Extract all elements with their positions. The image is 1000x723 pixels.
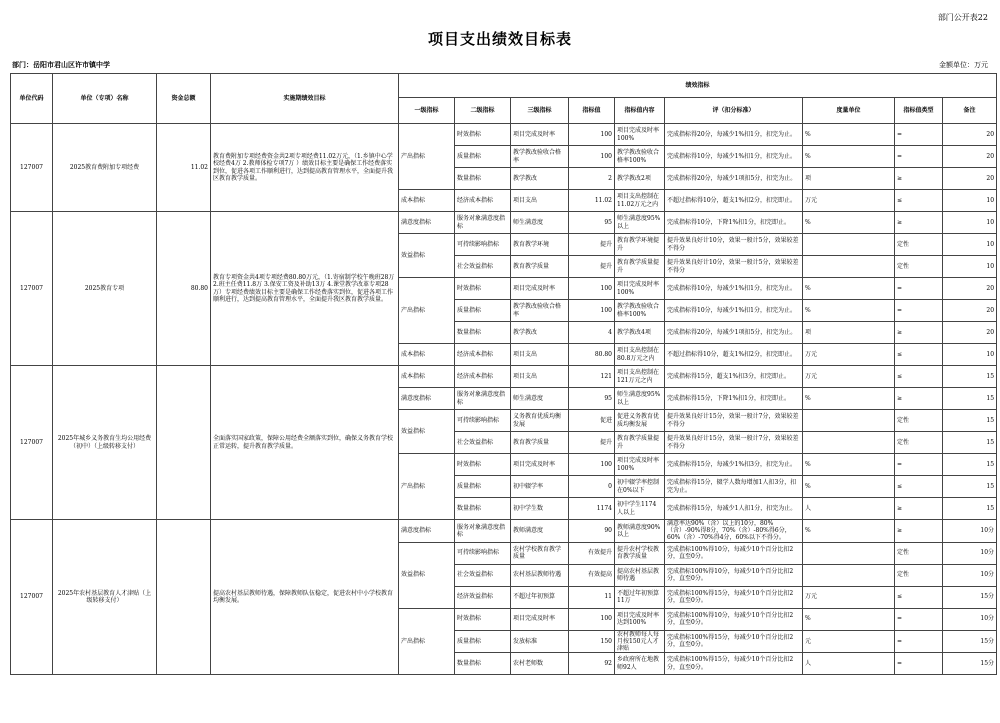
measure-unit-cell xyxy=(803,234,895,256)
index-value-cell: 有效提高 xyxy=(569,564,615,586)
header-scoring: 评（扣分标准） xyxy=(665,98,803,124)
index-content-cell: 促进义务教育优质均衡发展 xyxy=(615,410,665,432)
level2-cell: 数量指标 xyxy=(455,322,511,344)
header-index-content: 指标值内容 xyxy=(615,98,665,124)
header-index-value: 指标值 xyxy=(569,98,615,124)
index-type-cell: ≤ xyxy=(895,190,943,212)
index-content-cell: 项目完成及时率100% xyxy=(615,124,665,146)
level1-cell: 产出指标 xyxy=(399,454,455,520)
scoring-cell: 提升效果良好计10分，效果一般计5分，效果较差不得分 xyxy=(665,256,803,278)
level1-cell: 产出指标 xyxy=(399,608,455,675)
table-row xyxy=(11,212,997,234)
index-content-cell: 项目完成及时率100% xyxy=(615,454,665,476)
index-value-cell: 0 xyxy=(569,476,615,498)
index-content-cell: 教学教改4项 xyxy=(615,322,665,344)
index-value-cell: 150 xyxy=(569,630,615,653)
index-content-cell: 项目支出控制在11.02万元之内 xyxy=(615,190,665,212)
scoring-cell: 完成指标得15分，下降1%扣1分，扣完即止。 xyxy=(665,388,803,410)
header-total-funds: 资金总额 xyxy=(157,74,211,124)
index-value-cell: 80.80 xyxy=(569,344,615,366)
scoring-cell: 完成指标得10分，每减少1%扣1分，扣完为止。 xyxy=(665,146,803,168)
index-type-cell: = xyxy=(895,630,943,653)
index-content-cell: 教育教学质量提升 xyxy=(615,256,665,278)
scoring-cell: 完成指标100%得10分，每减少10个百分比扣2分，直至0分。 xyxy=(665,608,803,630)
measure-unit-cell: 人 xyxy=(803,653,895,675)
level2-cell: 经济成本指标 xyxy=(455,344,511,366)
index-type-cell: ≥ xyxy=(895,388,943,410)
index-type-cell: = xyxy=(895,124,943,146)
measure-unit-cell xyxy=(803,410,895,432)
level3-cell: 教学教改验收合格率 xyxy=(511,300,569,322)
measure-unit-cell: % xyxy=(803,476,895,498)
index-value-cell: 11 xyxy=(569,586,615,608)
level1-cell: 效益指标 xyxy=(399,542,455,608)
index-content-cell: 师生满意度95%以上 xyxy=(615,388,665,410)
level1-cell: 满意度指标 xyxy=(399,520,455,543)
index-value-cell: 100 xyxy=(569,146,615,168)
scoring-cell: 完成指标得10分，每减少1%扣1分，扣完为止。 xyxy=(665,300,803,322)
scoring-cell: 完成指标100%得15分，每减少10个百分比扣2分，直至0分。 xyxy=(665,586,803,608)
level2-cell: 数量指标 xyxy=(455,653,511,675)
level3-cell: 项目完成及时率 xyxy=(511,124,569,146)
scoring-cell: 完成指标得15分，每减少1%扣3分，扣完为止。 xyxy=(665,454,803,476)
index-content-cell: 师生满意度95%以上 xyxy=(615,212,665,234)
level3-cell: 教育教学环境 xyxy=(511,234,569,256)
unit-code-cell: 127007 xyxy=(11,124,53,212)
header-remark: 备注 xyxy=(943,98,997,124)
index-type-cell: ≤ xyxy=(895,586,943,608)
remark-cell: 10分 xyxy=(943,564,997,586)
level2-cell: 经济成本指标 xyxy=(455,366,511,388)
level2-cell: 数量指标 xyxy=(455,168,511,190)
index-content-cell: 项目支出控制在80.8万元之内 xyxy=(615,344,665,366)
level2-cell: 服务对象满意度指标 xyxy=(455,520,511,543)
performance-table xyxy=(10,73,997,675)
level3-cell: 项目支出 xyxy=(511,190,569,212)
level1-cell: 效益指标 xyxy=(399,410,455,454)
scoring-cell: 提升效果良好计10分，效果一般计5分，效果较差不得分 xyxy=(665,234,803,256)
remark-cell: 10 xyxy=(943,234,997,256)
header-unit-name: 单位（专项）名称 xyxy=(53,74,157,124)
index-type-cell: 定性 xyxy=(895,256,943,278)
level3-cell: 项目完成及时率 xyxy=(511,278,569,300)
index-type-cell: 定性 xyxy=(895,234,943,256)
level2-cell: 质量指标 xyxy=(455,476,511,498)
index-value-cell: 100 xyxy=(569,124,615,146)
index-content-cell: 提高农村基层教师待遇 xyxy=(615,564,665,586)
scoring-cell: 完成指标得20分，每减少1项扣5分，扣完为止。 xyxy=(665,322,803,344)
period-goal-cell: 全面落实国家政策，保障公用经费全额落实到位，确保义务教育学校正常运转，提升教育教学质量。 xyxy=(211,366,399,520)
index-content-cell: 项目完成及时率达到100% xyxy=(615,608,665,630)
scoring-cell: 完成指标100%得15分，每减少10个百分比扣2分，直至0分。 xyxy=(665,653,803,675)
level1-cell: 成本指标 xyxy=(399,190,455,212)
remark-cell: 15 xyxy=(943,476,997,498)
level1-cell: 成本指标 xyxy=(399,344,455,366)
level2-cell: 可持续影响指标 xyxy=(455,410,511,432)
index-content-cell: 农村教师每人每月按150元人才津贴 xyxy=(615,630,665,653)
amount-unit-label: 金额单位：万元 xyxy=(939,61,988,69)
level2-cell: 时效指标 xyxy=(455,124,511,146)
index-value-cell: 100 xyxy=(569,278,615,300)
period-goal-cell: 教育费附加专项经费资金共2项专项经费11.02万元，（1.乡镇中心学校经费4万 2.教师体检专项7万 ）绩效目标主要是确保工作经费落实到位，促进各项工作顺利进行，达到提高教育管理水平，全面提升我区教育教学质量。 xyxy=(211,124,399,212)
scoring-cell: 完成指标100%得10分，每减少10个百分比扣2分，直至0分。 xyxy=(665,564,803,586)
index-content-cell: 提升农村学校教育教学质量 xyxy=(615,542,665,564)
remark-cell: 20 xyxy=(943,124,997,146)
level2-cell: 时效指标 xyxy=(455,608,511,630)
index-type-cell: = xyxy=(895,454,943,476)
scoring-cell: 不超过指标得10分，超支1%扣2分，扣完即止。 xyxy=(665,190,803,212)
level2-cell: 时效指标 xyxy=(455,454,511,476)
measure-unit-cell: % xyxy=(803,300,895,322)
level2-cell: 质量指标 xyxy=(455,300,511,322)
scoring-cell: 完成指标得15分，每减少1人扣1分，扣完为止。 xyxy=(665,498,803,520)
measure-unit-cell: % xyxy=(803,454,895,476)
header-level3: 三级指标 xyxy=(511,98,569,124)
index-type-cell: = xyxy=(895,146,943,168)
index-content-cell: 教学教改验收合格率100% xyxy=(615,146,665,168)
measure-unit-cell: % xyxy=(803,124,895,146)
level3-cell: 义务教育优质均衡发展 xyxy=(511,410,569,432)
index-value-cell: 提升 xyxy=(569,256,615,278)
measure-unit-cell: % xyxy=(803,388,895,410)
level3-cell: 师生满意度 xyxy=(511,212,569,234)
level3-cell: 初中学生数 xyxy=(511,498,569,520)
remark-cell: 10 xyxy=(943,190,997,212)
remark-cell: 10分 xyxy=(943,520,997,543)
index-type-cell: 定性 xyxy=(895,410,943,432)
level2-cell: 社会效益指标 xyxy=(455,432,511,454)
measure-unit-cell: % xyxy=(803,278,895,300)
level3-cell: 教育教学质量 xyxy=(511,432,569,454)
remark-cell: 10分 xyxy=(943,542,997,564)
unit-name-cell: 2025教育费附加专项经费 xyxy=(53,124,157,212)
index-content-cell: 教学教改2项 xyxy=(615,168,665,190)
index-type-cell: 定性 xyxy=(895,542,943,564)
scoring-cell: 完成指标100%得15分，每减少10个百分比扣2分，直至0分。 xyxy=(665,630,803,653)
level3-cell: 项目支出 xyxy=(511,366,569,388)
measure-unit-cell xyxy=(803,256,895,278)
level2-cell: 社会效益指标 xyxy=(455,256,511,278)
header-level2: 二级指标 xyxy=(455,98,511,124)
measure-unit-cell xyxy=(803,432,895,454)
index-value-cell: 100 xyxy=(569,300,615,322)
header-level1: 一级指标 xyxy=(399,98,455,124)
index-type-cell: ≤ xyxy=(895,344,943,366)
index-type-cell: ≤ xyxy=(895,366,943,388)
index-content-cell: 教学教改验收合格率100% xyxy=(615,300,665,322)
index-content-cell: 乡政府所在地教师92人 xyxy=(615,653,665,675)
scoring-cell: 完成指标得10分，每减少1%扣1分，扣完为止。 xyxy=(665,278,803,300)
remark-cell: 10分 xyxy=(943,608,997,630)
level2-cell: 经济成本指标 xyxy=(455,190,511,212)
index-value-cell: 提升 xyxy=(569,432,615,454)
page-title: 项目支出绩效目标表 xyxy=(427,30,572,48)
scoring-cell: 完成指标100%得10分，每减少10个百分比扣2分，直至0分。 xyxy=(665,542,803,564)
remark-cell: 15 xyxy=(943,432,997,454)
index-value-cell: 4 xyxy=(569,322,615,344)
unit-name-cell: 2025教育专项 xyxy=(53,212,157,366)
period-goal-cell: 教育专项资金共4项专项经费80.80万元，（1.寄宿制学校午晚班28万 2.班主任费11.8万 3.保安工资及补助13万 4.课堂教学改革专项28万）专项经费绩效目标主要是确保工作经费落实到位，促进各项工作顺利进行，达到提高教育管理水平，全面提升我区教育教学质量。 xyxy=(211,212,399,366)
remark-cell: 15 xyxy=(943,410,997,432)
index-content-cell: 初中辍学率控制在0%以下 xyxy=(615,476,665,498)
index-value-cell: 提升 xyxy=(569,234,615,256)
remark-cell: 15分 xyxy=(943,653,997,675)
level3-cell: 教育教学质量 xyxy=(511,256,569,278)
total-funds-cell: 80.80 xyxy=(157,212,211,366)
measure-unit-cell: 万元 xyxy=(803,366,895,388)
index-type-cell: 定性 xyxy=(895,564,943,586)
unit-code-cell: 127007 xyxy=(11,212,53,366)
total-funds-cell xyxy=(157,520,211,675)
level1-cell: 效益指标 xyxy=(399,234,455,278)
measure-unit-cell: % xyxy=(803,212,895,234)
remark-cell: 20 xyxy=(943,322,997,344)
index-value-cell: 90 xyxy=(569,520,615,543)
level3-cell: 农村老师数 xyxy=(511,653,569,675)
index-type-cell: ≤ xyxy=(895,476,943,498)
level1-cell: 成本指标 xyxy=(399,366,455,388)
level3-cell: 发放标准 xyxy=(511,630,569,653)
index-content-cell: 项目完成及时率100% xyxy=(615,278,665,300)
index-type-cell: ≥ xyxy=(895,520,943,543)
level2-cell: 质量指标 xyxy=(455,630,511,653)
index-value-cell: 121 xyxy=(569,366,615,388)
scoring-cell: 完成指标得15分，超支1%扣3分，扣完即止。 xyxy=(665,366,803,388)
total-funds-cell: 11.02 xyxy=(157,124,211,212)
unit-name-cell: 2025年城乡义务教育生均公用经费（初中）（上级转移支付） xyxy=(53,366,157,520)
remark-cell: 20 xyxy=(943,278,997,300)
header-index-type: 指标值类型 xyxy=(895,98,943,124)
measure-unit-cell: % xyxy=(803,520,895,543)
index-value-cell: 促进 xyxy=(569,410,615,432)
scoring-cell: 完成指标得20分，每减少1%扣1分，扣完为止。 xyxy=(665,124,803,146)
remark-cell: 15 xyxy=(943,454,997,476)
unit-name-cell: 2025年农村基层教育人才津贴（上级转移支付） xyxy=(53,520,157,675)
index-value-cell: 有效提升 xyxy=(569,542,615,564)
remark-cell: 20 xyxy=(943,168,997,190)
index-type-cell: ≥ xyxy=(895,168,943,190)
level2-cell: 可持续影响指标 xyxy=(455,542,511,564)
measure-unit-cell: % xyxy=(803,146,895,168)
level1-cell: 产出指标 xyxy=(399,278,455,344)
level3-cell: 农村基层教师待遇 xyxy=(511,564,569,586)
remark-cell: 15分 xyxy=(943,630,997,653)
index-content-cell: 项目支出控制在121万元之内 xyxy=(615,366,665,388)
index-content-cell: 初中学生1174人以上 xyxy=(615,498,665,520)
level3-cell: 农村学校教育教学质量 xyxy=(511,542,569,564)
scoring-cell: 完成指标得20分，每减少1项扣5分，扣完为止。 xyxy=(665,168,803,190)
level2-cell: 数量指标 xyxy=(455,498,511,520)
department-label: 部门：岳阳市君山区许市镇中学 xyxy=(12,60,110,69)
measure-unit-cell: % xyxy=(803,608,895,630)
index-type-cell: = xyxy=(895,300,943,322)
table-row xyxy=(11,124,997,146)
remark-cell: 15分 xyxy=(943,586,997,608)
scoring-cell: 完成指标得10分，下降1%扣1分，扣完即止。 xyxy=(665,212,803,234)
measure-unit-cell: 项 xyxy=(803,322,895,344)
index-value-cell: 11.02 xyxy=(569,190,615,212)
unit-code-cell: 127007 xyxy=(11,366,53,520)
index-content-cell: 教育教学环境提升 xyxy=(615,234,665,256)
level1-cell: 满意度指标 xyxy=(399,388,455,410)
index-content-cell: 不超过年初预算11万 xyxy=(615,586,665,608)
index-type-cell: = xyxy=(895,608,943,630)
level3-cell: 教学教改 xyxy=(511,168,569,190)
remark-cell: 20 xyxy=(943,300,997,322)
index-type-cell: 定性 xyxy=(895,432,943,454)
total-funds-cell xyxy=(157,366,211,520)
level3-cell: 教师满意度 xyxy=(511,520,569,543)
remark-cell: 15 xyxy=(943,498,997,520)
index-type-cell: ≥ xyxy=(895,498,943,520)
level3-cell: 教学教改 xyxy=(511,322,569,344)
measure-unit-cell: 项 xyxy=(803,168,895,190)
scoring-cell: 完成指标得15分，辍学人数每增加1人扣3分，扣完为止。 xyxy=(665,476,803,498)
period-goal-cell: 提高农村基层教师待遇，保障教师队伍稳定，促进农村中小学校教育均衡发展。 xyxy=(211,520,399,675)
index-value-cell: 92 xyxy=(569,653,615,675)
table-row xyxy=(11,366,997,388)
index-type-cell: = xyxy=(895,653,943,675)
remark-cell: 10 xyxy=(943,256,997,278)
measure-unit-cell: 万元 xyxy=(803,586,895,608)
header-measure-unit: 度量单位 xyxy=(803,98,895,124)
remark-cell: 15 xyxy=(943,388,997,410)
level3-cell: 项目完成及时率 xyxy=(511,454,569,476)
level1-cell: 满意度指标 xyxy=(399,212,455,234)
level2-cell: 经济效益指标 xyxy=(455,586,511,608)
header-period-goal: 实施期绩效目标 xyxy=(211,74,399,124)
level2-cell: 服务对象满意度指标 xyxy=(455,212,511,234)
scoring-cell: 提升效果良好计15分，效果一般计7分，效果较差不得分 xyxy=(665,410,803,432)
remark-cell: 10 xyxy=(943,344,997,366)
index-value-cell: 100 xyxy=(569,454,615,476)
header-performance: 绩效指标 xyxy=(399,74,997,98)
index-content-cell: 教育教学质量提升 xyxy=(615,432,665,454)
level2-cell: 社会效益指标 xyxy=(455,564,511,586)
scoring-cell: 不超过指标得10分，超支1%扣2分，扣完即止。 xyxy=(665,344,803,366)
measure-unit-cell: 万元 xyxy=(803,190,895,212)
index-type-cell: ≥ xyxy=(895,212,943,234)
table-row xyxy=(11,520,997,543)
header-unit-code: 单位代码 xyxy=(11,74,53,124)
index-content-cell: 教师满意度90%以上 xyxy=(615,520,665,543)
level3-cell: 项目完成及时率 xyxy=(511,608,569,630)
measure-unit-cell: 人 xyxy=(803,498,895,520)
measure-unit-cell xyxy=(803,564,895,586)
measure-unit-cell: 元 xyxy=(803,630,895,653)
level2-cell: 时效指标 xyxy=(455,278,511,300)
level2-cell: 服务对象满意度指标 xyxy=(455,388,511,410)
remark-cell: 10 xyxy=(943,212,997,234)
index-value-cell: 95 xyxy=(569,212,615,234)
index-type-cell: = xyxy=(895,278,943,300)
measure-unit-cell: 万元 xyxy=(803,344,895,366)
remark-cell: 15 xyxy=(943,366,997,388)
level2-cell: 可持续影响指标 xyxy=(455,234,511,256)
level1-cell: 产出指标 xyxy=(399,124,455,190)
index-value-cell: 1174 xyxy=(569,498,615,520)
unit-code-cell: 127007 xyxy=(11,520,53,675)
index-value-cell: 2 xyxy=(569,168,615,190)
measure-unit-cell xyxy=(803,542,895,564)
level3-cell: 不超过年初预算 xyxy=(511,586,569,608)
remark-cell: 20 xyxy=(943,146,997,168)
level3-cell: 项目支出 xyxy=(511,344,569,366)
scoring-cell: 满意率达90%（含）以上的10分，80%（含）-90%得8分，70%（含）-80%得6分，60%（含）-70%得4分，60%以下不得分。 xyxy=(665,520,803,543)
level3-cell: 教学教改验收合格率 xyxy=(511,146,569,168)
page-corner-label: 部门公开表22 xyxy=(937,13,988,22)
level3-cell: 师生满意度 xyxy=(511,388,569,410)
index-type-cell: ≥ xyxy=(895,322,943,344)
scoring-cell: 提升效果良好计15分，效果一般计7分，效果较差不得分 xyxy=(665,432,803,454)
level2-cell: 质量指标 xyxy=(455,146,511,168)
index-value-cell: 100 xyxy=(569,608,615,630)
level3-cell: 初中辍学率 xyxy=(511,476,569,498)
index-value-cell: 95 xyxy=(569,388,615,410)
